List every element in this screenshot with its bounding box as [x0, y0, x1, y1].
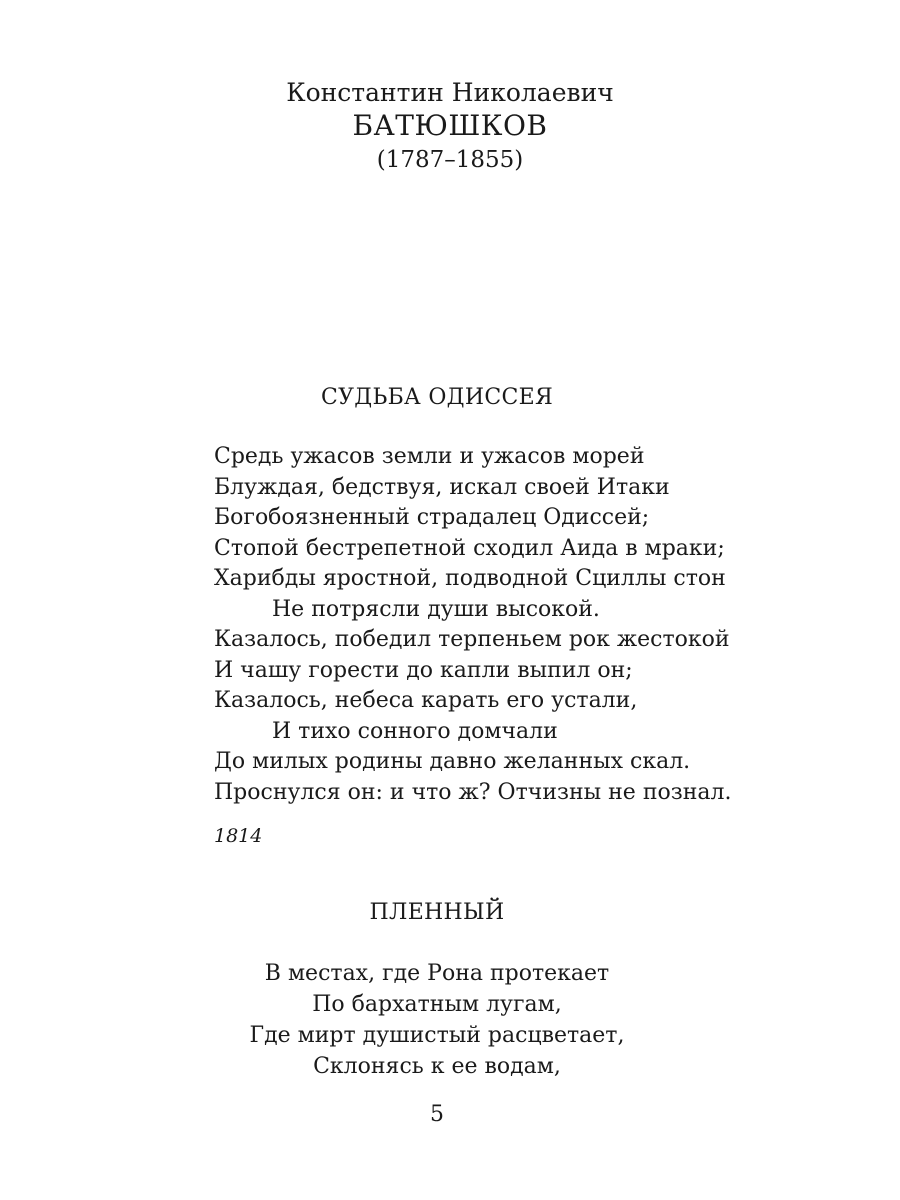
- poem-line: Казалось, небеса карать его устали,: [214, 688, 638, 713]
- poem-captive-body: [0, 958, 874, 1082]
- author-years: (1787–1855): [376, 147, 524, 173]
- poem-line: Проснулся он: и что ж? Отчизны не познал.: [214, 779, 732, 805]
- poem-line: Богобоязненный страдалец Одиссей;: [214, 505, 650, 530]
- poem-line: До милых родины давно желанных скал.: [214, 749, 691, 774]
- poem-line: Стопой бестрепетной сходил Аида в мраки;: [214, 535, 725, 561]
- poem-title-odyssey: СУДЬБА ОДИССЕЯ: [320, 385, 554, 410]
- poem-line: И тихо сонного домчали: [272, 718, 558, 744]
- poem-date: 1814: [214, 825, 263, 847]
- poem-line: Харибды яростной, подводной Сциллы стон: [214, 566, 726, 591]
- poem-line: И чашу горести до капли выпил он;: [214, 657, 633, 683]
- poem-line: Не потрясли души высокой.: [272, 596, 600, 622]
- poem-title-captive: ПЛЕННЫЙ: [369, 900, 505, 925]
- poem-odyssey-body: [214, 442, 731, 808]
- poem-line: Склонясь к ее водам,: [313, 1054, 561, 1079]
- author-surname: БАТЮШКОВ: [352, 109, 548, 142]
- page-number: 5: [430, 1102, 444, 1127]
- poem-line: Где мирт душистый расцветает,: [249, 1023, 625, 1048]
- poem-line: В местах, где Рона протекает: [264, 961, 610, 986]
- author-name: Константин Николаевич: [286, 78, 614, 107]
- poem-line: Казалось, победил терпеньем рок жестокой: [214, 627, 730, 652]
- poem-line: Средь ужасов земли и ужасов морей: [214, 444, 645, 469]
- poem-line: Блуждая, бедствуя, искал своей Итаки: [214, 474, 670, 500]
- poem-line: По бархатным лугам,: [312, 992, 562, 1017]
- author-header: [0, 78, 900, 176]
